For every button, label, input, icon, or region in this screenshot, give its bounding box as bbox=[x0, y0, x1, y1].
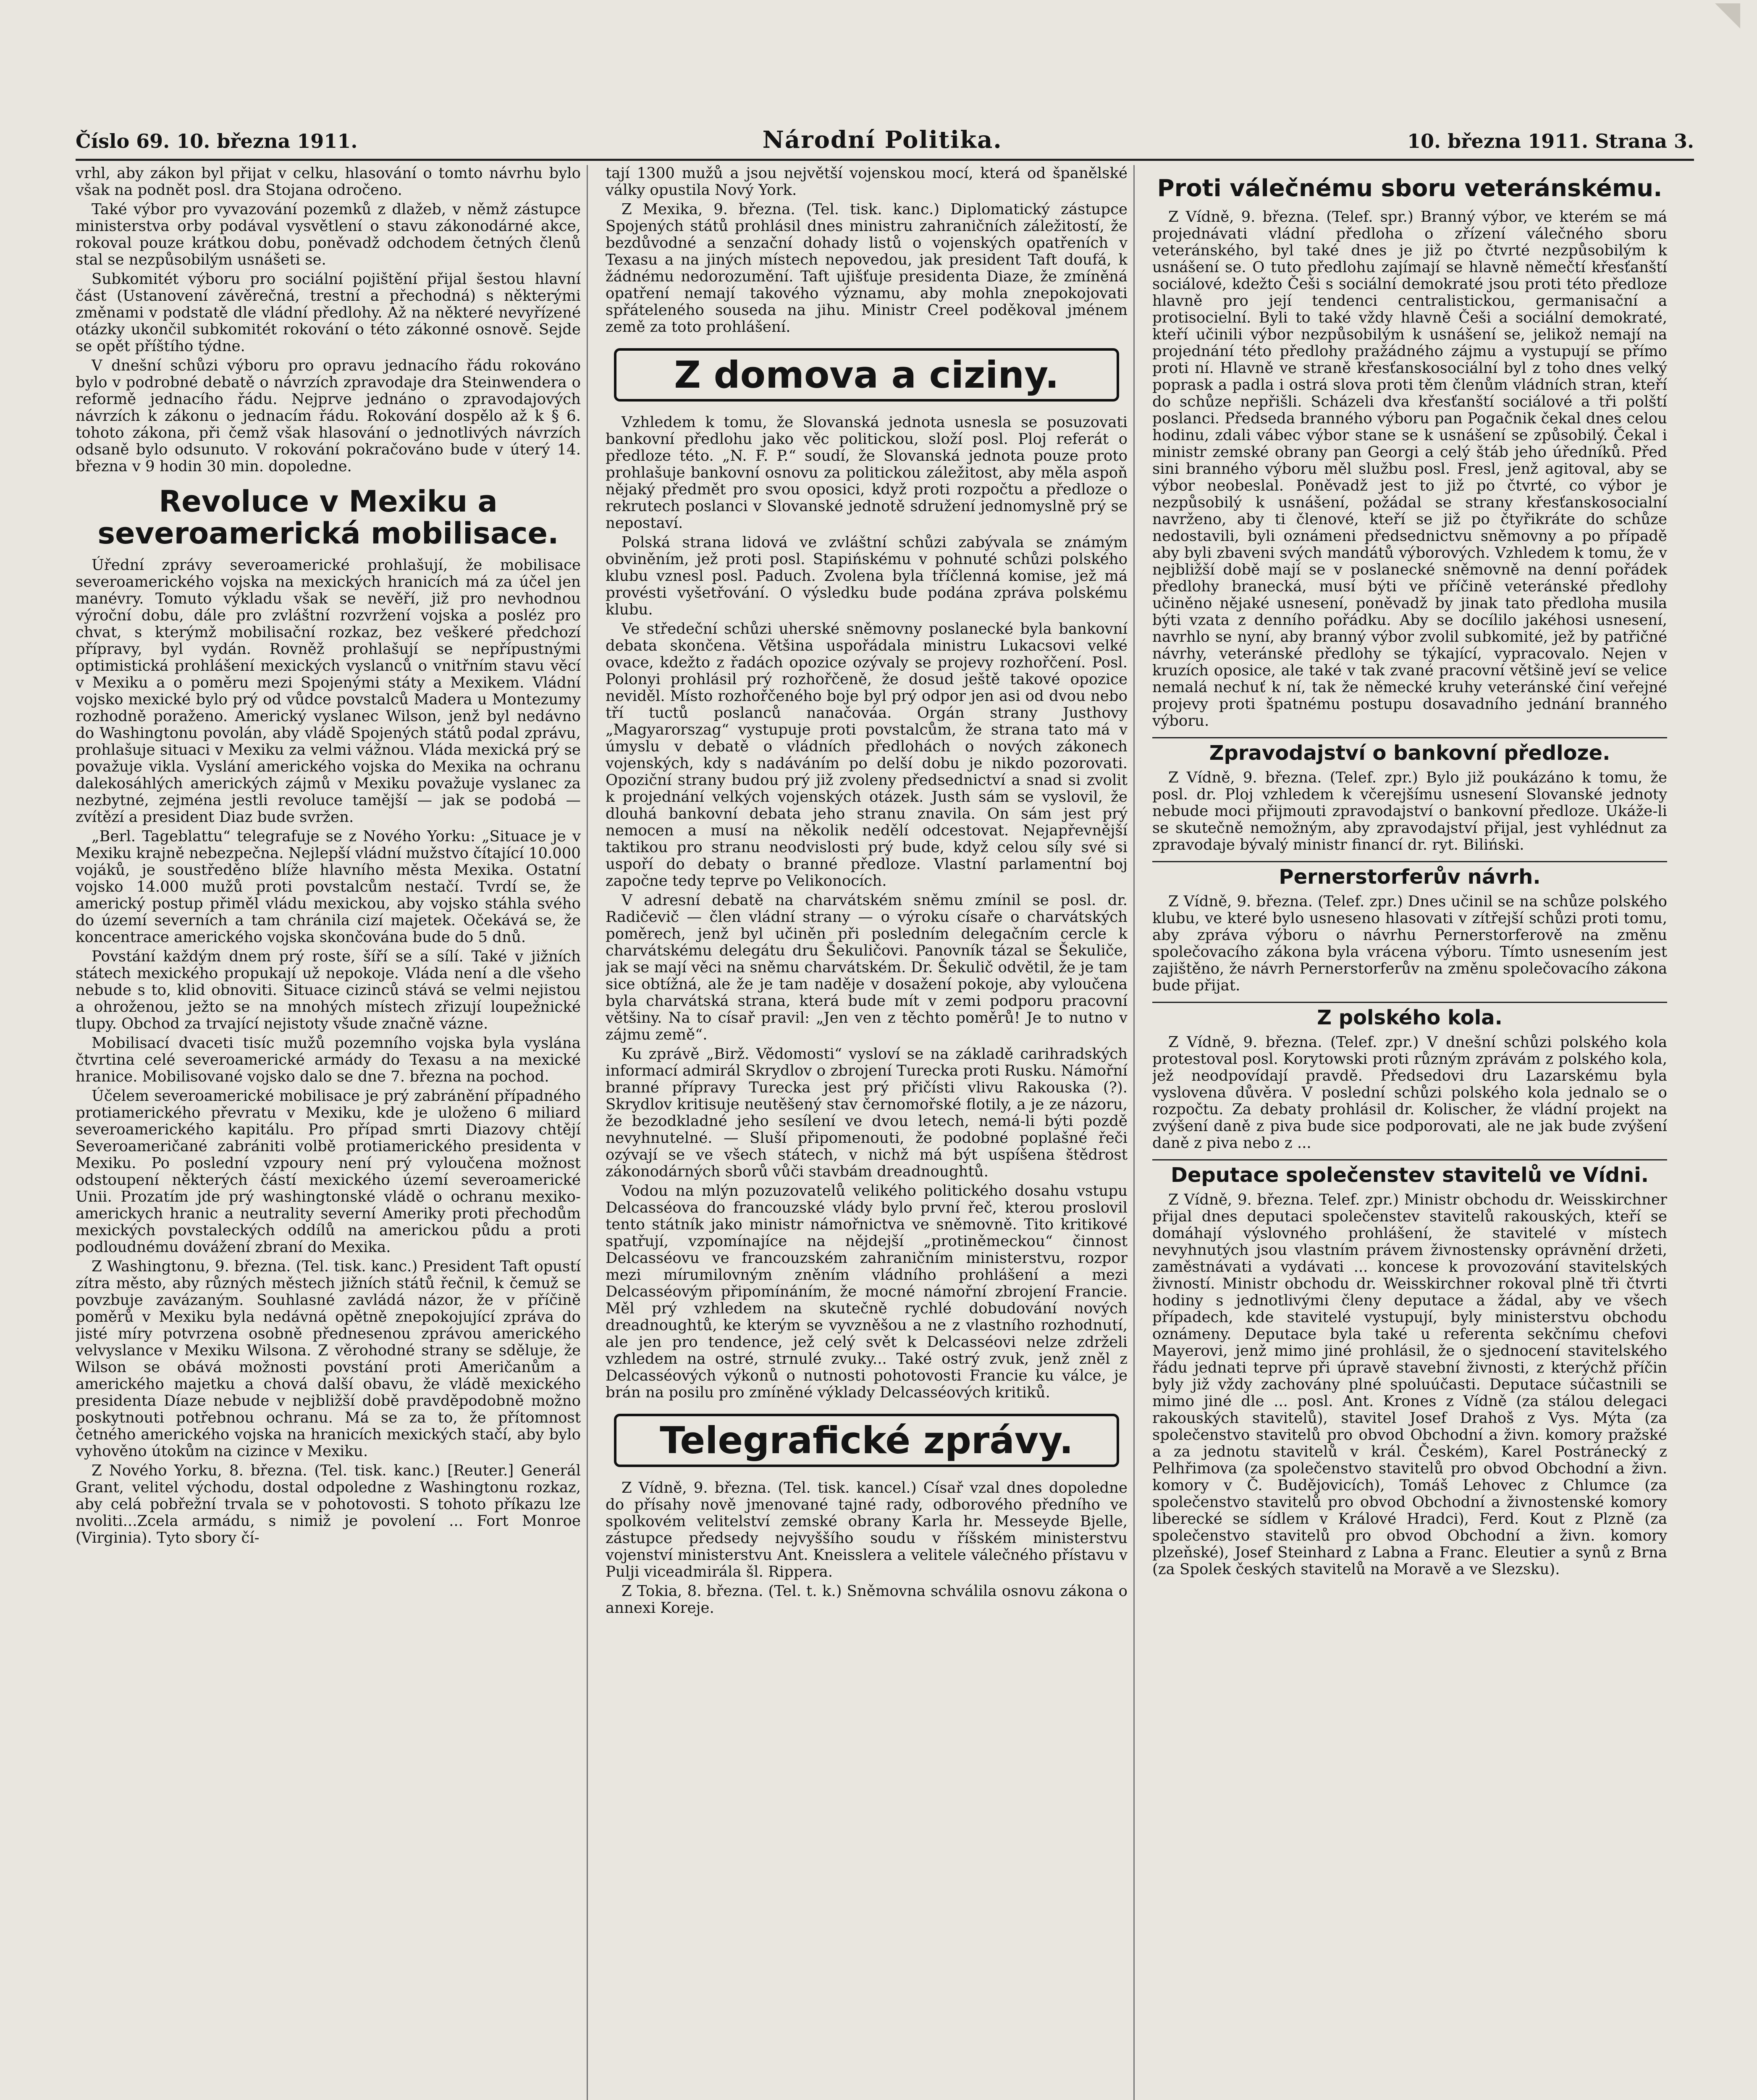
paragraph: Z Vídně, 9. března. (Telef. zpr.) Dnes učinil se na schůze polského klubu, ve které bylo usneseno hlasovati v zítřejší schůzi proti tomu, aby zpráva výboru o návrhu Pernerstorferově na změnu společovacího zákona byla vrácena výboru. Tímto usnesením jest zajištěno, že návrh Pernerstorferův na změnu společovacího zákona bude přijat. bbox=[1152, 893, 1667, 995]
article-heading: Proti válečnému sboru veteránskému. bbox=[1157, 175, 1663, 202]
paragraph: V dnešní schůzi výboru pro opravu jednacího řádu rokováno bylo v podrobné debatě o návrzích zpravodaje dra Steinwendera o reformě jednacího řádu. Nejprve jednáno o zpravodajových návrzích k zákonu o jednacím řádu. Rokování dospělo až k § 6. tohoto zákona, při čemž však hlasování o jednotlivých návrzích odsaně bylo odsunuto. V rokování pokračováno bude v úterý 14. března v 9 hodin 30 min. dopoledne. bbox=[76, 357, 581, 475]
paragraph: Ve středeční schůzi uherské sněmovny poslanecké byla bankovní debata skončena. Většina uspořádala ministru Lukacsovi velké ovace, kdežto z řadách opozice ozývaly se projevy rozhořčení. Posl. Polonyi prohlásil prý rozhořčeně, že dosud ještě takové opozice neviděl. Místo rozhořčeného boje byl prý odpor jen asi od dvou nebo tří tuctů poslanců nanačováa. Orgán strany Justhovy „Magyarorszag“ vystupuje proti povstalcům, že strana tato má v úmyslu v debatě o vládních předlohách o nových zákonech vojenských, kdy s nadáváním po delší dobu je nikdo pozorovati. Opoziční strany budou prý již zvoleny předsednictví a snad si zvolit k projednání velkých vojenských otázek. Justh sám se vyslovil, že dlouhá bankovní debata jeho stranu znavila. On sám jest prý nemocen a musí na několik nedělí odcestovat. Nejapřevnější taktikou pro stranu neodvislosti prý bude, když celou síly své si uspoří do debaty o branné předloze. Vlastní parlamentní boj započne tedy teprve po Velikonocích. bbox=[606, 620, 1128, 890]
issue-date-left: Číslo 69. 10. března 1911. bbox=[76, 130, 358, 152]
column-3 bbox=[1152, 165, 1673, 2100]
paragraph: V adresní debatě na charvátském sněmu zmínil se posl. dr. Radičevič — člen vládní strany — o výroku císaře o charvátských poměrech, jenž byl učiněn při posledním delegačním cercle k charvátskému delegátu dru Šekuličovi. Panovník tázal se Šekuliče, jak se mají věci na sněmu charvátském. Dr. Šekulič odvětil, že je tam sice obtížná, ale že je tam naděje v dosažení pokoje, aby vyloučena byla charvátská strana, která bude mít v zemi podporu pracovní většiny. Na to císař pravil: „Jen ven z těchto poměrů! Je to nutno v zájmu země“. bbox=[606, 892, 1128, 1044]
paragraph: Účelem severoamerické mobilisace je prý zabránění případného protiamerického převratu v Mexiku, kde je uloženo 6 miliard severoamerického kapitálu. Pro případ smrti Diazovy chtějí Severoameričané zabrániti volbě protiamerického presidenta v Mexiku. Po poslední vzpoury není prý vyloučena možnost odstoupení některých částí mexického území severoamerické Unii. Prozatím jde prý washingtonské vládě o ochranu mexiko-americkych hranic a neutrality severní Ameriky proti přechodům mexických povstaleckých oddílů na americkou půdu a proti podloudnému dovážení zbraní do Mexika. bbox=[76, 1087, 581, 1256]
paragraph: Z Vídně, 9. března. (Tel. tisk. kancel.) Císař vzal dnes dopoledne do přísahy nově jmenované tajné rady, odborového předního ve spolkovém velitelství zemské obrany Karla hr. Messeyde Bjelle, zástupce předsedy nejvyššího soudu v říšském ministerstvu vojenství ministerstvu Ant. Kneisslera a velitele válečného přístavu v Pulji viceadmirála šl. Rippera. bbox=[606, 1479, 1128, 1581]
paragraph: Subkomitét výboru pro sociální pojištění přijal šestou hlavní část (Ustanovení závěrečná, trestní a přechodná) s některými změnami v podstatě dle vládní předlohy. Až na některé nevyřízené otázky ukončil subkomitét rokování o této zákonné osnově. Sejde se opět příštího týdne. bbox=[76, 270, 581, 355]
paragraph: Polská strana lidová ve zvláštní schůzi zabývala se známým obviněním, jež proti posl. Stapińskému v pohnuté schůzi polského klubu vznesl posl. Paduch. Zvolena byla tříčlenná komise, jež má provésti vyšetřování. O výsledku bude podána zpráva polskému klubu. bbox=[606, 534, 1128, 619]
section-heading: Z domova a ciziny. bbox=[614, 348, 1119, 402]
article-heading: Deputace společenstev stavitelů ve Vídni. bbox=[1152, 1159, 1667, 1186]
article-heading: Zpravodajství o bankovní předloze. bbox=[1152, 737, 1667, 764]
paragraph: Také výbor pro vyvazování pozemků z dlažeb, v němž zástupce ministerstva orby podával vysvětlení o stavu zákonodárné akce, rokoval pouze krátkou dobu, poněvadž odchodem četných členů stal se nezpůsobilým usnášeti se. bbox=[76, 201, 581, 268]
paragraph: Z Vídně, 9. března. (Telef. zpr.) V dnešní schůzi polského kola protestoval posl. Korytowski proti různým zprávám z polského kola, jež neodpovídají pravdě. Předsedovi dru Lazarskému byla vyslovena důvěra. V poslední schůzi polského kola jednalo se o rozpočtu. Za debaty prohlásil dr. Kolischer, že vládní projekt na zvýšení daně z piva bude sice podporovati, ale ne jak bude zvýšení daně z piva nebo z ... bbox=[1152, 1033, 1667, 1152]
paragraph: Mobilisací dvaceti tisíc mužů pozemního vojska byla vyslána čtvrtina celé severoamerické armády do Texasu a na mexické hranice. Mobilisované vojsko dalo se dne 7. března na pochod. bbox=[76, 1034, 581, 1086]
folded-corner-icon bbox=[1715, 3, 1740, 29]
paragraph: tají 1300 mužů a jsou největší vojenskou mocí, která od španělské války opustila Nový York. bbox=[606, 165, 1128, 199]
paragraph: Vzhledem k tomu, že Slovanská jednota usnesla se posuzovati bankovní předlohu jako věc politickou, složí posl. Ploj referát o předloze této. „N. F. P.“ soudí, že Slovanská jednota pouze proto prohlašuje bankovní osnovu za politickou záležitost, aby měla aspoň nějaký předmět pro svou oposici, když proti rozpočtu a předloze o rekrutech poslanci v Slovanské jednotě sdružení jednomyslně prý se nepostaví. bbox=[606, 414, 1128, 532]
columns bbox=[76, 165, 1694, 2100]
paragraph: Vodou na mlýn pozuzovatelů velikého politického dosahu vstupu Delcasséova do francouzské vlády bylo první řeč, kterou proslovil tento státník jako ministr námořnictva ve sněmovně. Tito kritikové spatřují, vzpomínajíce na nějdejší „protiněmeckou“ činnost Delcasséovu ve francouzském zahraničním ministerstvu, rozpor mezi mírumilovným zněním vládního prohlášení a mezi Delcasséovým připomínáním, že mocné námořní zbrojení Francie. Měl prý vzhledem na skutečně rychlé dobudování nových dreadnoughtů, ke kterým se vyvzněšou a ne z vlastního rozhodnutí, ale jen pro tendence, jež celý svět k Delcasséovi nelze zdrželi vzhledem na ostré, strnulé zvuky... Také ostrý zvuk, jenž zněl z Delcasséových výkonů o nutnosti pohotovosti Francie ku válce, je brán na posilu pro zmíněné výklady Delcasséových kritiků. bbox=[606, 1182, 1128, 1402]
issue-date-right: 10. března 1911. Strana 3. bbox=[1407, 130, 1694, 152]
paragraph: vrhl, aby zákon byl přijat v celku, hlasování o tomto návrhu bylo však na podnět posl. dra Stojana odročeno. bbox=[76, 165, 581, 199]
masthead: Národní Politika. bbox=[762, 126, 1002, 154]
paragraph: Z Washingtonu, 9. března. (Tel. tisk. kanc.) President Taft opustí zítra město, aby různých městech jižních států řečnil, k čemuž se povzbuje zavázaným. Souhlasné zavládá názor, že v příčině poměrů v Mexiku byla nedávná opětně znepokojující zpráva do jisté míry potvrzena osobně přednesenou zprávou amerického velvyslance v Mexiku Wilsona. Z věrohodné strany se sděluje, že Wilson se obává možnosti povstání proti Američanům a amerického majetku a chová další obavu, že vládě mexického presidenta Díaze nebude v nejbližší době pravděpodobně možno poskytnouti potřebnou ochranu. Má se za to, že přítomnost četného amerického vojska na hranicích mexických stačí, aby bylo vyhověno útokům na cizince v Mexiku. bbox=[76, 1258, 581, 1460]
paragraph: Z Nového Yorku, 8. března. (Tel. tisk. kanc.) [Reuter.] Generál Grant, velitel východu, dostal odpoledne z Washingtonu rozkaz, aby celá pobřežní trvala se v pohotovosti. S tohoto příkazu lze nvoliti...Zcela armádu, s nimiž je povolení ... Fort Monroe (Virginia). Tyto sbory čí- bbox=[76, 1462, 581, 1547]
paragraph: Povstání každým dnem prý roste, šíří se a sílí. Také v jižních státech mexického propukají už nepokoje. Vláda není a dle všeho nebude s to, klid obnoviti. Situace cizinců stává se velmi nejistou a ohroženou, ježto se na mnohých místech zřizují loupežnické tlupy. Obchod za trvající nejistoty všude značně vázne. bbox=[76, 948, 581, 1033]
paragraph: Z Vídně, 9. března. (Telef. spr.) Branný výbor, ve kterém se má projednávati vládní předloha o zřízení válečného sboru veteránského, byl také dnes je již po čtvrté nezpůsobilým k usnášení se. O tuto předlohu zajímají se hlavně němečtí křesťanští sociálové, kdežto Češi s sociální demokraté jsou proti této předloze hlavně pro její tendenci centralistickou, germanisační a protisocielní. Byli to také vždy hlavně Češi a sociální demokraté, kteří učinili výbor nezpůsobilým k usnášení se, jelikož nemají na projednání této předlohy pražádného zájmu a vystupují se přímo proti ní. Hlavně ve straně křesťanskosociální byl z toho dnes velký poprask a padla i ostrá slova proti těm členům vládních stran, kteří do schůze nepřišli. Scházeli dva křesťanští sociálové a tři polští poslanci. Předseda branného výboru pan Pogačnik čekal dnes celou hodinu, zdali vábec výbor stane se k usnášení se způsobilý. Čekal i ministr zemské obrany pan Georgi a celý štáb jeho úředníků. Před sini branného výboru měl službu posl. Fresl, jenž agitoval, aby se výbor neobeslal. Poněvadž jest to již po čtvrté, co výbor je nezpůsobilý k usnášení, požádal se strany křesťanskosocialní navrženo, aby ti členové, kteří se již po čtyřikráte do schůze nedostavili, byli oznámeni předsednictvu sněmovny a po případě aby byli zbaveni svých mandátů výborových. Vzhledem k tomu, že v nejbližší době mají se v poslanecké sněmovně na denní pořádek předlohy branecká, musí býti ve příčině veteránské předlohy učiněno nějaké usnesení, poněvadž by jinak tato předloha musila býti vzata z denního pořádku. Aby se docílilo jakéhosi usnesení, navrhlo se nyní, aby branný výbor zvolil subkomité, jež by patřičné návrhy, veteránské předlohy se týkající, vypracovalo. Nejen v kruzích oposice, ale také v tak zvané pracovní většině jeví se velice nemalá nechuť k ní, tak že německé kruhy veteránské činí veřejné projevy proti špatnému postupu dosavadního jednání branného výboru. bbox=[1152, 208, 1667, 730]
column-2 bbox=[606, 165, 1135, 2100]
paragraph: Z Tokia, 8. března. (Tel. t. k.) Sněmovna schválila osnovu zákona o annexi Koreje. bbox=[606, 1583, 1128, 1617]
paragraph: Ku zprávě „Birž. Vědomosti“ vysloví se na základě carihradských informací admirál Skrydlov o zbrojení Turecka proti Rusku. Námořní branné přípravy Turecka jest prý přičísti vlivu Rakouska (?). Skrydlov kritisuje neutěšený stav černomořské flotily, a je ze názoru, že bezodkladné jeho sesílení ve dvou letech, nemá-li býti pozdě nevyhnutelné. — Sluší připomenouti, že podobné poplašné řeči ozývají se ve všech státech, v nichž má být uspíšena štědrost zákonodárných sborů vůči stavbám dreadnoughtů. bbox=[606, 1045, 1128, 1181]
section-heading: Telegrafické zprávy. bbox=[614, 1414, 1119, 1467]
article-heading: Revoluce v Mexiku a severoamerická mobilisace. bbox=[97, 484, 559, 551]
article-heading: Z polského kola. bbox=[1152, 1002, 1667, 1029]
article-heading: Pernerstorferův návrh. bbox=[1152, 861, 1667, 888]
paragraph: Z Mexika, 9. března. (Tel. tisk. kanc.) Diplomatický zástupce Spojených států prohlásil dnes ministru zahraničních záležitostí, že bezdůvodné a senzační dohady listů o vojenských opatřeních v Texasu a na jiných místech nepovedou, jak president Taft doufá, k žádnému nedorozumění. Taft ujišťuje presidenta Diaze, že zmíněná opatření nemají takového významu, aby mohla znepokojovati spřáteleného souseda na jihu. Ministr Creel poděkoval jménem země za toto prohlášení. bbox=[606, 201, 1128, 336]
page-header bbox=[76, 126, 1694, 161]
column-1 bbox=[76, 165, 588, 2100]
paragraph: „Berl. Tageblattu“ telegrafuje se z Nového Yorku: „Situace je v Mexiku krajně nebezpečna. Nejlepší vládní mužstvo čítající 10.000 vojáků, je soustředěno blíže hlavního města Mexika. Ostatní vojsko 14.000 mužů proti povstalcům nestačí. Tvrdí se, že americký postup přiměl vládu mexickou, aby vojsko stáhla svého do území severních a tam chránila cizí majetek. Očekává se, že koncentrace amerického vojska skončována bude do 5 dnů. bbox=[76, 828, 581, 946]
paragraph: Úřední zprávy severoamerické prohlašují, že mobilisace severoamerického vojska na mexických hranicích má za účel jen manévry. Tomuto výkladu však se nevěří, již pro nevhodnou výroční dobu, dále pro zvláštní rozvržení vojska a posléz pro chvat, s kterýmž mobilisační rozkaz, bez veškeré předchozí přípravy, byl vydán. Rovněž prohlašují se nepřípustnými optimistická prohlášení mexických vyslanců o vnitřním stavu věcí v Mexiku a o poměru mezi Spojenými státy a Mexikem. Vládní vojsko mexické bylo prý od vůdce povstalců Madera u Montezumy rozhodně poraženo. Americký vyslanec Wilson, jenž byl nedávno do Washingtonu povolán, aby vládě Spojených států podal zprávu, prohlašuje situaci v Mexiku za velmi vážnou. Vláda mexická prý se považuje vikla. Vyslání amerického vojska do Mexika na ochranu dalekosáhlých amerických zájmů v Mexiku považuje vyslanec za nezbytné, zejména jestli revoluce tamější — jak se podobá — zvítězí a president Diaz bude svržen. bbox=[76, 556, 581, 826]
paragraph: Z Vídně, 9. března. (Telef. zpr.) Bylo již poukázáno k tomu, že posl. dr. Ploj vzhledem k včerejšímu usnesení Slovanské jednoty nebude moci přijmouti zpravodajství o bankovní předloze. Ukáže-li se skutečně nemožným, aby zpravodajství přijal, jest vyhlédnut za zpravodaje bývalý ministr financí dr. ryt. Biliński. bbox=[1152, 769, 1667, 854]
paragraph: Z Vídně, 9. března. Telef. zpr.) Ministr obchodu dr. Weisskirchner přijal dnes deputaci společenstev stavitelů rakouských, kteří se domáhají výslovného prohlášení, že stavitelé v místech nevyhnutých jsou vlastním právem živnostensky oprávnění držeti, zaměstnávati a vydávati ... koncese k provozování stavitelských živností. Ministr obchodu dr. Weisskirchner rokoval plně tři čtvrti hodiny s jednotlivými členy deputace a žádal, aby ve všech případech, kde stavitelé vystupují, byly ministerstvu obchodu oznámeny. Deputace byla také u referenta sekčnímu chefovi Mayerovi, jenž mimo jiné prohlásil, že o sjednocení stavitelského řádu jednati teprve při úpravě stavební živnosti, z kterýchž příčin byly již vždy zachovány plné spoluúčasti. Deputace súčastnili se mimo jiné dle ... posl. Ant. Krones z Vídně (za stálou delegaci rakouských stavitelů), stavitel Josef Drahoš z Vys. Mýta (za společenstvo stavitelů pro obvod Obchodní a živn. komory pražské a za jednotu stavitelů v král. Českém), Karel Postránecký z Pelhřimova (za společenstvo stavitelů pro obvod Obchodní a živn. komory v Č. Budějovicích), Tomáš Lehovec z Chlumce (za společenstvo stavitelů pro obvod Obchodní a živnostenské komory liberecké se sídlem v Králové Hradci), Ferd. Kout z Plzně (za společenstvo stavitelů pro obvod Obchodní a živn. komory plzeňské), Josef Steinhard z Labna a Franc. Eleutier a synů z Brna (za Spolek českých stavitelů na Moravě a ve Slezsku). bbox=[1152, 1191, 1667, 1578]
